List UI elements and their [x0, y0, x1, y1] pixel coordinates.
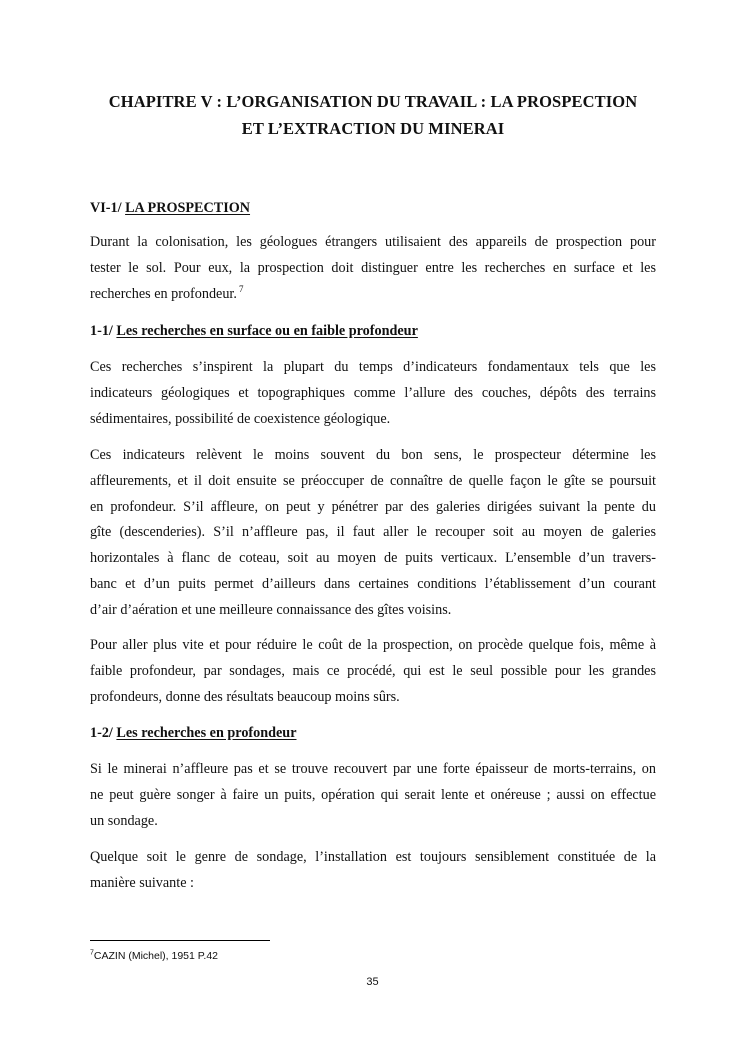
- footnote-text: CAZIN (Michel), 1951 P.42: [93, 950, 219, 962]
- section-number: VI-1/: [90, 200, 122, 216]
- paragraph-line: Si le minerai n’affleure pas et se trouve recouvert par une forte épaisseur de morts-terrains, on: [90, 761, 656, 777]
- paragraph-installation: [90, 845, 656, 897]
- paragraph-line: Pour aller plus vite et pour réduire le coût de la prospection, on procède quelque fois, même à: [90, 637, 656, 653]
- footnote-reference[interactable]: 7: [238, 283, 244, 294]
- paragraph-line: d’air d’aération et une meilleure connaissance des gîtes voisins.: [90, 601, 452, 618]
- paragraph-indicators: [90, 355, 656, 432]
- paragraph-sondages: [90, 633, 656, 710]
- paragraph-affleurements: [90, 443, 656, 624]
- footnote-separator: [90, 940, 270, 941]
- paragraph-line: ne peut guère songer à faire un puits, opération qui serait lente et onéreuse ; aussi on effectue: [90, 786, 656, 803]
- subsection-number: 1-1/: [90, 323, 113, 339]
- paragraph-line: en profondeur. S’il affleure, on peut y pénétrer par des galeries dirigées suivant la pente du: [90, 498, 656, 515]
- paragraph-line: Quelque soit le genre de sondage, l’installation est toujours sensiblement constituée de la: [90, 849, 656, 865]
- paragraph-line: indicateurs géologiques et topographiques comme l’allure des couches, dépôts des terrains: [90, 384, 656, 401]
- paragraph-intro: [90, 230, 656, 307]
- paragraph-line: profondeurs, donne des résultats beaucoup moins sûrs.: [90, 688, 400, 705]
- page-number: 35: [366, 976, 379, 988]
- paragraph-line: Ces indicateurs relèvent le moins souvent du bon sens, le prospecteur détermine les: [90, 447, 656, 463]
- paragraph-line: sédimentaires, possibilité de coexistence géologique.: [90, 410, 391, 427]
- paragraph-line: gîte (descenderies). S’il n’affleure pas, il faut aller le recouper soit au moyen de galeries: [90, 524, 656, 541]
- paragraph-line: tester le sol. Pour eux, la prospection doit distinguer entre les recherches en surface et les: [90, 259, 656, 276]
- paragraph-line: un sondage.: [90, 812, 158, 829]
- section-title: LA PROSPECTION: [125, 200, 251, 216]
- paragraph-line: Ces recherches s’inspirent la plupart du temps d’indicateurs fondamentaux tels que les: [90, 359, 656, 375]
- subsection-title: Les recherches en surface ou en faible profondeur: [116, 323, 418, 339]
- subsection-number: 1-2/: [90, 725, 113, 741]
- paragraph-line: recherches en profondeur. $^7$: [90, 283, 244, 302]
- paragraph-line: manière suivante :: [90, 874, 195, 891]
- chapter-title-line-2: ET L’EXTRACTION DU MINERAI: [241, 119, 505, 138]
- paragraph-minerai: [90, 757, 656, 834]
- paragraph-line: Durant la colonisation, les géologues étrangers utilisaient des appareils de prospection pour: [90, 234, 656, 250]
- section-heading-prospection: [90, 199, 250, 217]
- footnote-marker: 7: [90, 949, 94, 957]
- footnote: [90, 949, 218, 963]
- paragraph-line: affleurements, et il doit ensuite se préoccuper de connaître de quelle façon le gîte se poursuit: [90, 472, 656, 489]
- paragraph-line: banc et d’un puits permet d’ailleurs dans certaines conditions l’établissement d’un courant: [90, 575, 656, 592]
- subsection-heading-profondeur: [90, 724, 297, 742]
- subsection-title: Les recherches en profondeur: [116, 725, 297, 741]
- chapter-title: [90, 88, 656, 142]
- subsection-heading-surface: [90, 322, 418, 340]
- paragraph-line: faible profondeur, par sondages, mais ce procédé, qui est le seul possible pour les grandes: [90, 662, 656, 679]
- chapter-title-line-1: CHAPITRE V : L’ORGANISATION DU TRAVAIL : LA PROSPECTION: [108, 92, 638, 111]
- paragraph-line: horizontales à flanc de coteau, soit au moyen de puits verticaux. L’ensemble d’un travers-: [90, 550, 656, 567]
